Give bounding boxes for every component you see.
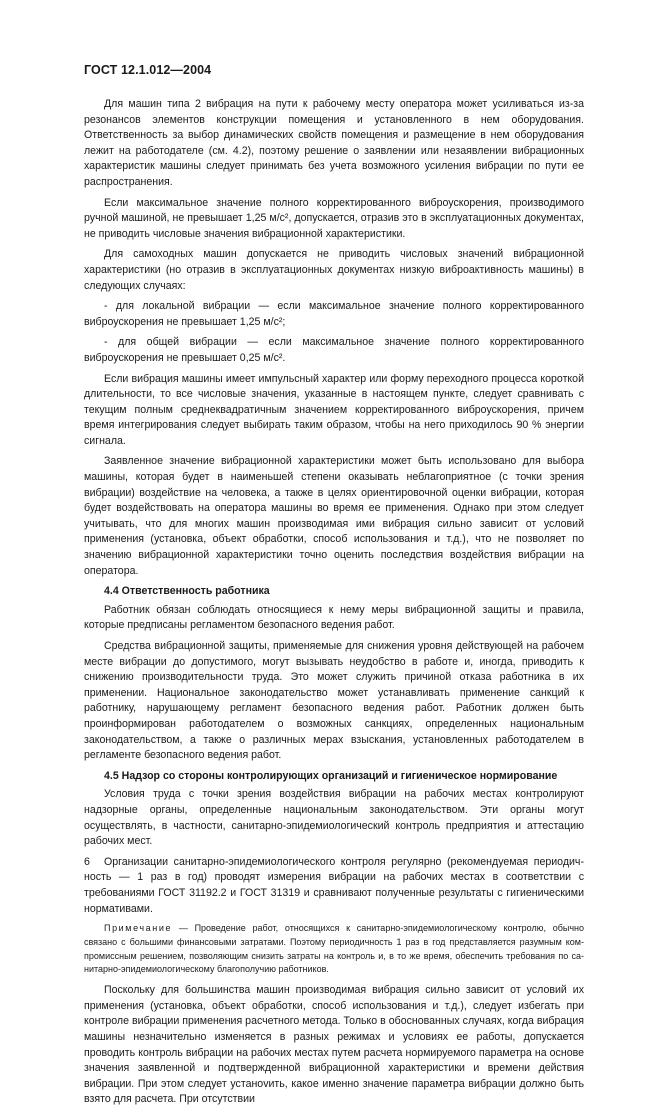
- paragraph: Поскольку для большинства машин производимая вибрация сильно зависит от условий их применения (установка, объект обработки, способ использования и т.д.), следует избегать при контроле вибрации применения расчетного метода. Только в обоснованных случаях, когда вибрация машины незначительно изменяется в разных режимах и условиях ее работы, допускается проводить контроль вибрации на рабочих местах путем расчета нормируемого параметра на основе значения заявленной и подтвержденной вибрационной характеристики и времени действия вибрации. При этом следует устаноvить, какое именно значение параметра вибрации должно быть взято для расчета. При отсутствии: [84, 984, 584, 1106]
- paragraph: Средства вибрационной защиты, применяемые для снижения уровня действующей на рабочем месте вибрации до допустимого, могут вызывать неудобство в работе и, иногда, приводить к снижению производительности труда. Это может служить причиной отказа работника в их применении. Национальное законодательство может устанавливать применение санкций к работнику, нарушающему регламент безопасного ведения работ. Работник должен быть проинформирован работодателем о возможных санкциях, определенных национальным законодательством, а также о различных мерах взыскания, установленных работодателем в регламенте безопасного ведения работ.: [84, 640, 584, 762]
- paragraph: Заявленное значение вибрационной характеристики может быть использовано для выбора машины, которая будет в наименьшей степени оказывать неблагоприятное (с точки зрения вибрации) воздействие на человека, а также в целях ориентировочной оценки вибрации, которая будет воздействовать на оператора машины во время ее применения. Однако при этом следует учитывать, что для многих машин производимая ими вибрация сильно зависит от условий применения (установка, объект обработки, способ использования и т.д.), что не позволяет по значению вибрационной характеристики точно оценить последствия воздействия вибрации на оператора.: [84, 455, 584, 577]
- note-label: Примечание: [104, 923, 173, 934]
- section-heading-4-4: 4.4 Ответственность работника: [104, 585, 270, 598]
- paragraph: Для самоходных машин допускается не приводить числовых значений вибрационной характеристики (но отразив в эксплуатационных документах низкую виброактивность машины) в следующих случаях:: [84, 248, 584, 292]
- note: [84, 922, 584, 977]
- paragraph: Работник обязан соблюдать относящиеся к нему меры вибрационной защиты и правила, которые предписаны регламентом безопасного ведения работ.: [84, 603, 584, 632]
- paragraph: Для машин типа 2 вибрация на пути к рабочему месту оператора может усиливаться из-за резонансов элементов конструкции помещения и установленного в нем оборудования. Ответственность за выбор динамических свойств помещения и размещение в нем оборудования лежит на работодателе (см. 4.2), поэтому решение о заявлении или незаявлении вибрационных характеристик машины следует принимать без учета возможного усиления вибрации по пути ее распространения.: [84, 98, 584, 188]
- page-number: 6: [84, 856, 90, 868]
- section-heading-4-5: 4.5 Надзор со стороны контролирующих организаций и гигиеническое нормирование: [104, 769, 558, 782]
- page-content: [84, 97, 584, 1113]
- document-header: ГОСТ 12.1.012—2004: [84, 63, 212, 77]
- paragraph: Организации санитарно-эпидемиологического контроля регулярно (рекомендуемая периодичность — 1 раз в год) проводят измерения вибрации на рабочих местах в соответствии с требованиями ГОСТ 31192.2 и ГОСТ 31319 и сравнивают полученные результаты с гигиеническими нормативами.: [84, 855, 584, 915]
- note-text: — Проведение работ, относящихся к санитарно-эпидемиологическому контролю, обычно связано с большими финансовыми затратами. Поэтому периодичность 1 раз в год представляется разумным компромиссным решением, позволяющим снизить затраты на контроль и, в то же время, обеспечить требования по санитарно-эпидемиологическому благополучию работников.: [84, 923, 584, 975]
- paragraph: Условия труда с точки зрения воздействия вибрации на рабочих местах контролируют надзорные органы, определенные национальным законодательством. Эти органы могут осуществлять, в частности, санитарно-эпидемиологический контроль предприятия и аттестацию рабочих мест.: [84, 788, 584, 848]
- list-item: - для локальной вибрации — если максимальное значение полного корректированного виброускорения не превышает 1,25 м/с²;: [84, 300, 584, 328]
- paragraph: Если максимальное значение полного корректированного виброускорения, производимого ручной машиной, не превышает 1,25 м/с², допускается, отразив это в эксплуатационных документах, не приводить числовые значения вибрационной характеристики.: [84, 196, 584, 240]
- list-item: - для общей вибрации — если максимальное значение полного корректированного виброускорения не превышает 0,25 м/с².: [84, 336, 584, 364]
- paragraph: Если вибрация машины имеет импульсный характер или форму переходного процесса короткой длительности, то все числовые значения, указанные в настоящем пункте, следует сравнивать с текущим полным среднеквадратичным значением корректированного виброускорения, причем время интегрирования следует выбирать таким образом, чтобы на него приходилось 90 % энергии сигнала.: [84, 372, 584, 447]
